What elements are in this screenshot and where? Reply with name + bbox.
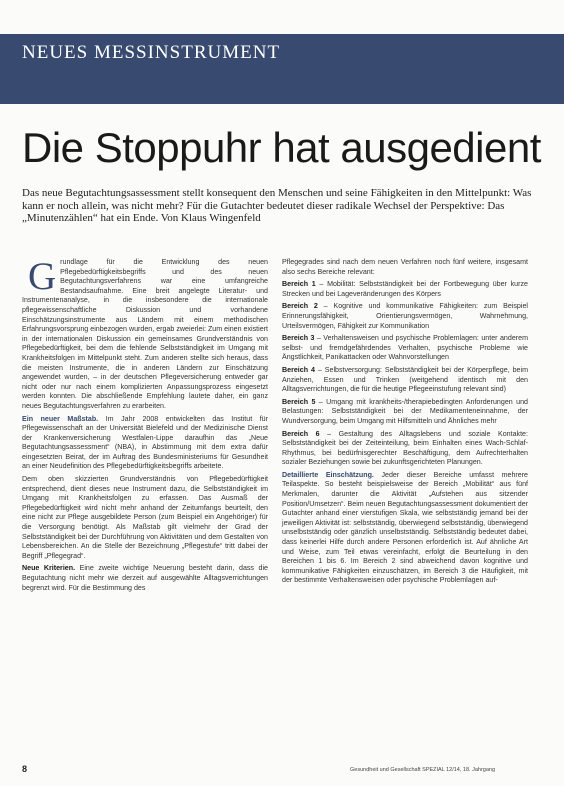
intro-text: rundlage für die Entwicklung des neuen Pflegebedürftigkeitsbegriffs und des neuen Begutachtungsverfahrens war eine umfangreiche Bestandsaufnahme. Eine breit angelegte Literatur- und Instrumentenanalyse, in die insbesondere die internationale pflegewissenschaftliche Diskussion und vorhandene Einschätzungsinstrumente aus Ländern mit einem methodischen Erfahrungsvorsprung einbezogen wurden, ergab zweierlei: Zum einen existiert in der internationalen Diskussion ein gemeinsames Grundverständnis von Pflegebedürftigkeit, bei dem die fehlende Selbstständigkeit im Umgang mit Krankheitsfolgen im Mittelpunkt steht. Zum anderen stellte sich heraus, dass die meisten Instrumente, die in anderen Ländern zur Einschätzung angewendet wurden, – in der deutschen Pflegeversicherung entweder gar nicht oder nur nach einem komplizierten Anpassungsprozess eingesetzt werden konnten. Die abschließende Empfehlung lautete daher, ein ganz neues Begutachtungsverfahren zu erarbeiten. bbox=[22, 258, 268, 410]
section-paragraph bbox=[22, 564, 268, 593]
area-text: – Mobilität: Selbstständigkeit bei der Fortbewegung über kurze Strecken und bei Lageveränderungen des Körpers bbox=[282, 280, 528, 298]
intro-paragraph bbox=[22, 255, 268, 412]
area-item bbox=[282, 302, 528, 331]
section-heading: Ein neuer Maßstab. bbox=[22, 414, 99, 423]
body-paragraph: Dem oben skizzierten Grundverständnis von Pflegebedürftigkeit entsprechend, dient dieses neue Instrument dazu, die Selbstständigkeit im Umgang mit Krankheitsfolgen zu erfassen. Das Ausmaß der Pflegebedürftigkeit wird nicht mehr anhand der Zeitumfangs beurteilt, den eine nicht zur Pflege ausgebildete Person (zum Beispiel ein Angehöriger) für die Versorgung benötigt. Als Maßstab gilt vielmehr der Grad der Selbstständigkeit bei der Durchführung von Aktivitäten und dem Gestalten von Lebensbereichen. An die Stelle der Bezeichnung „Pflegestufe“ tritt dabei der Begriff „Pflegegrad“. bbox=[22, 475, 268, 560]
article-title: Die Stoppuhr hat ausgedient bbox=[22, 124, 541, 171]
area-text: – Umgang mit krankheits-/therapiebedingten Anforderungen und Belastungen: Selbstständigkeit bei der Medikamenteneinnahme, der Wundversorgung, beim Umgang mit Hilfsmitteln und Ähnliches mehr bbox=[282, 397, 528, 425]
drop-cap: G bbox=[28, 255, 57, 298]
area-label: Bereich 3 bbox=[282, 334, 315, 343]
body-paragraph: Pflegegrades sind nach dem neuen Verfahren noch fünf weitere, insgesamt also sechs Bereiche relevant: bbox=[282, 258, 528, 276]
area-label: Bereich 5 bbox=[282, 397, 316, 406]
area-text: – Kognitive und kommunikative Fähigkeiten: zum Beispiel Erinnerungsfähigkeit, Orientierungsvermögen, Wahrnehmung, Urteilsvermögen, Fähigkeit zur Kommunikation bbox=[282, 302, 528, 330]
area-text: – Gestaltung des Alltagslebens und soziale Kontakte: Selbstständigkeit bei der Zeiteinteilung, beim Einhalten eines Wach-Schlaf-Rhythmus, bei bedürfnisgerechter Beschäftigung, dem Aufrechterhalten sozialer Beziehungen sowie bei zukunftsgerichteten Planungen. bbox=[282, 429, 528, 467]
left-column bbox=[22, 255, 268, 596]
article-lead: Das neue Begutachtungsassessment stellt konsequent den Menschen und seine Fähigkeiten in den Mittelpunkt: Was kann er noch allein, was nicht mehr? Für die Gutachter bedeutet dieser radikale Wechsel der Perspektive: Das „Minutenzählen“ hat ein Ende. Von Klaus Wingenfeld bbox=[22, 187, 532, 224]
area-label: Bereich 6 bbox=[282, 429, 320, 438]
section-paragraph bbox=[282, 471, 528, 586]
area-item bbox=[282, 430, 528, 468]
area-text: – Selbstversorgung: Selbstständigkeit bei der Körperpflege, beim Anziehen, Essen und Trinken (weitgehend identisch mit den Alltagsverrichtungen, die für die heutige Pflegeeinstufung relevant sind) bbox=[282, 365, 528, 394]
area-label: Bereich 2 bbox=[282, 302, 318, 311]
area-item bbox=[282, 280, 528, 299]
page-number: 8 bbox=[22, 764, 28, 774]
area-item bbox=[282, 398, 528, 427]
section-text: Jeder dieser Bereiche umfasst mehrere Teilaspekte. So besteht beispielsweise der Bereich „Mobilität“ aus fünf Merkmalen, darunter die Aktivität „Aufstehen aus sitzender Position/Umsetzen“. Beim neuen Begutachtungsassessment dokumentiert der Gutachter anhand einer vierstufigen Skala, wie selbstständig jemand bei der jeweiligen Aktivität ist: selbstständig, überwiegend selbstständig, überwiegend unselbstständig oder gänzlich unselbstständig. Selbstständig bedeutet dabei, dass keinerlei Hilfe durch andere Personen erforderlich ist. Auf ähnliche Art und Weise, zum Teil etwas vereinfacht, erfolgt die Beurteilung in den Bereichen 1 bis 6. Im Bereich 2 sind abweichend davon kognitive und kommunikative Fähigkeiten einzuschätzen, im Bereich 3 die Häufigkeit, mit der bestimmte Verhaltensweisen oder psychische Problemlagen auf- bbox=[282, 470, 529, 585]
section-paragraph bbox=[22, 415, 268, 473]
section-kicker: NEUES MESSINSTRUMENT bbox=[22, 42, 281, 63]
publication-source: Gesundheit und Gesellschaft SPEZIAL 12/14, 18. Jahrgang bbox=[350, 767, 496, 773]
section-banner bbox=[0, 34, 564, 104]
section-text: Im Jahr 2008 entwickelten das Institut für Pflegewissenschaft an der Universität Bielefeld und der Medizinische Dienst der Krankenversicherung Westfalen-Lippe daraufhin das „Neue Begutachtungsassessment“ (NBA), in Abstimmung mit dem extra dafür eingesetzten Beirat, der im Auftrag des Bundesministeriums für Gesundheit an einer Neudefinition des Pflegebedürftigkeitsbegriffs arbeitete. bbox=[22, 414, 268, 471]
area-item bbox=[282, 366, 528, 395]
area-label: Bereich 4 bbox=[282, 365, 315, 374]
section-heading: Detaillierte Einschätzung. bbox=[282, 470, 374, 479]
area-item bbox=[282, 334, 528, 363]
section-text: Eine zweite wichtige Neuerung besteht darin, dass die Begutachtung nicht mehr wie derzeit auf ausgewählte Alltagsverrichtungen begrenzt wird. Für die Bestimmung des bbox=[22, 564, 268, 592]
area-text: – Verhaltensweisen und psychische Problemlagen: unter anderem selbst- und fremdgefährdendes Verhalten, psychische Probleme wie Ängstlichkeit, Panikattacken oder Wahnvorstellungen bbox=[282, 334, 528, 362]
section-heading: Neue Kriterien. bbox=[22, 564, 76, 573]
right-column bbox=[282, 258, 528, 589]
area-label: Bereich 1 bbox=[282, 280, 316, 289]
